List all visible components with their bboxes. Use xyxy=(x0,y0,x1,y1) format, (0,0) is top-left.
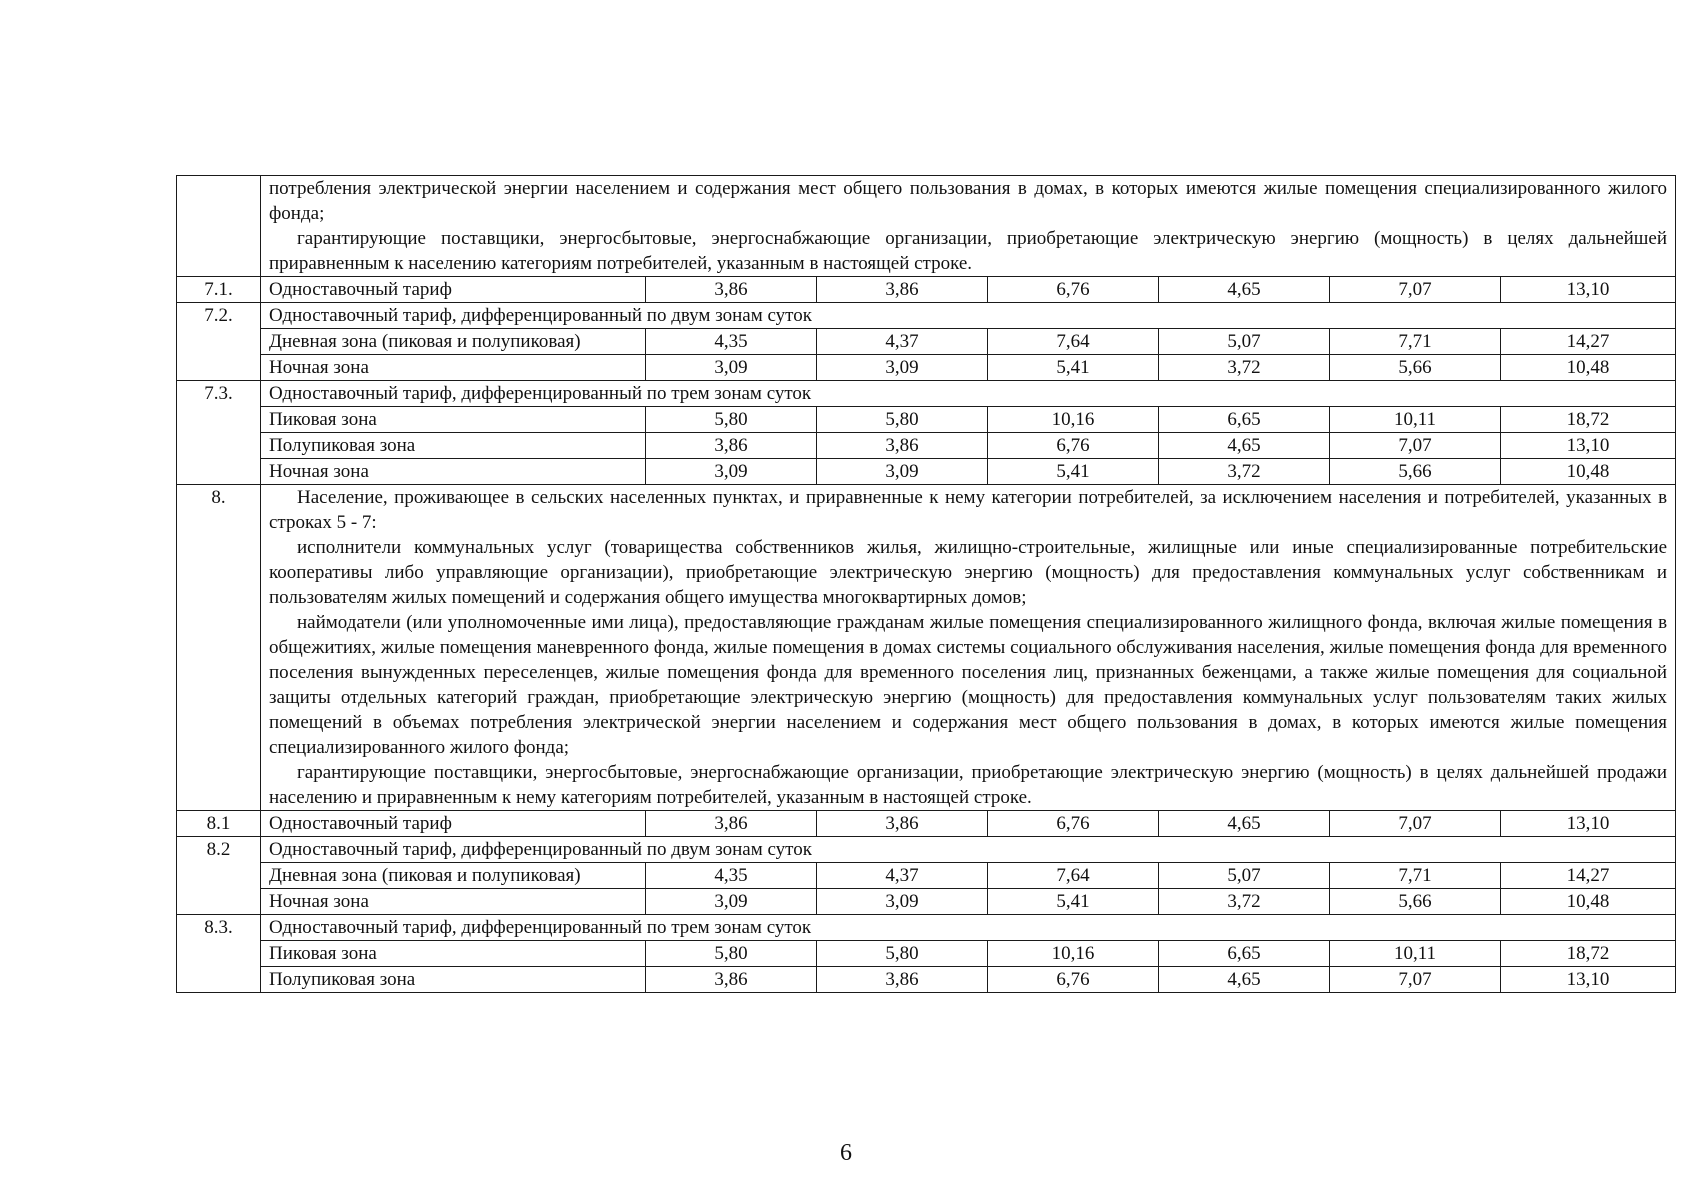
row-label: Пиковая зона xyxy=(261,407,646,433)
tariff-value: 5,41 xyxy=(988,459,1159,485)
row-label: Одноставочный тариф, дифференцированный по трем зонам суток xyxy=(261,381,1676,407)
row-label: Дневная зона (пиковая и полупиковая) xyxy=(261,863,646,889)
tariff-value: 7,07 xyxy=(1330,811,1501,837)
row-number: 8.1 xyxy=(177,811,261,837)
tariff-value: 13,10 xyxy=(1501,811,1676,837)
tariff-value: 3,86 xyxy=(817,967,988,993)
table-row-8 xyxy=(177,485,1676,811)
row-text: Население, проживающее в сельских населенных пунктах, и приравненные к нему категории потребителей, за исключением населения и потребителей, указанных в строках 5 - 7: xyxy=(269,487,1668,533)
row-number: 8. xyxy=(177,485,261,811)
row-label: Ночная зона xyxy=(261,459,646,485)
row-label: Ночная зона xyxy=(261,889,646,915)
table-row-8-3-semi xyxy=(177,967,1676,993)
tariff-value: 3,86 xyxy=(646,967,817,993)
tariff-value: 5,80 xyxy=(646,407,817,433)
tariff-value: 10,48 xyxy=(1501,355,1676,381)
row-number: 7.3. xyxy=(177,381,261,485)
row-label: Пиковая зона xyxy=(261,941,646,967)
table-row-8-2-day xyxy=(177,863,1676,889)
tariff-value: 14,27 xyxy=(1501,329,1676,355)
tariff-value: 3,72 xyxy=(1159,355,1330,381)
table-row-8-3-peak xyxy=(177,941,1676,967)
row-text: потребления электрической энергии населением и содержания мест общего пользования в домах, в которых имеются жилые помещения специализированного жилого фонда; xyxy=(269,178,1668,224)
table-row-7-1 xyxy=(177,277,1676,303)
row-number: 7.2. xyxy=(177,303,261,381)
table-row-7-2-night xyxy=(177,355,1676,381)
tariff-value: 7,07 xyxy=(1330,277,1501,303)
tariff-value: 7,64 xyxy=(988,329,1159,355)
row-label: Одноставочный тариф xyxy=(261,277,646,303)
tariff-value: 3,86 xyxy=(817,277,988,303)
row-text: гарантирующие поставщики, энергосбытовые, энергоснабжающие организации, приобретающие электрическую энергию (мощность) в целях дальнейшей продажи населению и приравненным к нему категориям потребителей, указанным в настоящей строке. xyxy=(269,762,1668,808)
tariff-value: 4,65 xyxy=(1159,277,1330,303)
tariff-value: 7,64 xyxy=(988,863,1159,889)
tariff-value: 5,66 xyxy=(1330,459,1501,485)
tariff-value: 13,10 xyxy=(1501,433,1676,459)
table-row-7-3-semi xyxy=(177,433,1676,459)
tariff-value: 3,72 xyxy=(1159,889,1330,915)
tariff-value: 10,16 xyxy=(988,941,1159,967)
tariff-value: 10,11 xyxy=(1330,941,1501,967)
tariff-value: 14,27 xyxy=(1501,863,1676,889)
tariff-value: 3,86 xyxy=(817,433,988,459)
table-row-7-3-peak xyxy=(177,407,1676,433)
row-label: Одноставочный тариф xyxy=(261,811,646,837)
row-number: 8.3. xyxy=(177,915,261,993)
tariff-value: 6,76 xyxy=(988,811,1159,837)
tariff-value: 3,09 xyxy=(646,459,817,485)
row-label: Полупиковая зона xyxy=(261,967,646,993)
page-number: 6 xyxy=(840,1140,852,1166)
tariff-value: 6,76 xyxy=(988,433,1159,459)
tariff-value: 3,86 xyxy=(817,811,988,837)
tariff-value: 4,65 xyxy=(1159,967,1330,993)
row-number: 7.1. xyxy=(177,277,261,303)
tariff-value: 7,71 xyxy=(1330,863,1501,889)
table-row-7-3 xyxy=(177,381,1676,407)
tariff-value: 5,07 xyxy=(1159,329,1330,355)
row-label: Одноставочный тариф, дифференцированный по двум зонам суток xyxy=(261,303,1676,329)
row-number: 8.2 xyxy=(177,837,261,915)
row-label: Одноставочный тариф, дифференцированный по трем зонам суток xyxy=(261,915,1676,941)
tariff-value: 4,65 xyxy=(1159,811,1330,837)
tariff-value: 5,66 xyxy=(1330,889,1501,915)
tariff-value: 10,48 xyxy=(1501,459,1676,485)
tariff-value: 10,11 xyxy=(1330,407,1501,433)
tariff-value: 3,09 xyxy=(646,355,817,381)
tariff-value: 4,65 xyxy=(1159,433,1330,459)
tariff-value: 6,76 xyxy=(988,277,1159,303)
row-label: Одноставочный тариф, дифференцированный по двум зонам суток xyxy=(261,837,1676,863)
table-row-7-3-night xyxy=(177,459,1676,485)
tariff-value: 5,66 xyxy=(1330,355,1501,381)
table-row-7-2-day xyxy=(177,329,1676,355)
table-row-8-2 xyxy=(177,837,1676,863)
table-row-7-2 xyxy=(177,303,1676,329)
tariff-value: 6,76 xyxy=(988,967,1159,993)
tariff-value: 5,80 xyxy=(817,407,988,433)
tariff-value: 3,86 xyxy=(646,433,817,459)
row-label: Полупиковая зона xyxy=(261,433,646,459)
row-text: наймодатели (или уполномоченные ими лица), предоставляющие гражданам жилые помещения специализированного жилищного фонда, включая жилые помещения в общежитиях, жилые помещения маневренного фонда, жилые помещения в домах системы социального обслуживания населения, жилые помещения фонда для временного поселения вынужденных переселенцев, жилые помещения фонда для временного поселения лиц, признанных беженцами, а также жилые помещения для социальной защиты отдельных категорий граждан, приобретающие электрическую энергию (мощность) для предоставления коммунальных услуг пользователям таких жилых помещений в объемах потребления электрической энергии населением и содержания мест общего пользования в домах, в которых имеются жилые помещения специализированного жилого фонда; xyxy=(269,612,1668,758)
tariff-value: 4,35 xyxy=(646,329,817,355)
tariff-value: 3,86 xyxy=(646,811,817,837)
tariff-value: 18,72 xyxy=(1501,407,1676,433)
table-row-8-2-night xyxy=(177,889,1676,915)
tariff-value: 7,07 xyxy=(1330,967,1501,993)
tariff-value: 5,07 xyxy=(1159,863,1330,889)
row-label: Ночная зона xyxy=(261,355,646,381)
tariff-table xyxy=(176,175,1676,993)
tariff-value: 5,41 xyxy=(988,355,1159,381)
tariff-value: 3,09 xyxy=(646,889,817,915)
tariff-value: 7,07 xyxy=(1330,433,1501,459)
tariff-value: 5,80 xyxy=(646,941,817,967)
table-row-continued xyxy=(177,176,1676,277)
tariff-value: 7,71 xyxy=(1330,329,1501,355)
table-row-8-1 xyxy=(177,811,1676,837)
tariff-value: 13,10 xyxy=(1501,967,1676,993)
row-text: гарантирующие поставщики, энергосбытовые, энергоснабжающие организации, приобретающие электрическую энергию (мощность) в целях дальнейшей приравненным к населению категориям потребителей, указанным в настоящей строке. xyxy=(269,228,1668,274)
tariff-value: 6,65 xyxy=(1159,941,1330,967)
tariff-value: 4,37 xyxy=(817,863,988,889)
tariff-value: 6,65 xyxy=(1159,407,1330,433)
tariff-value: 3,09 xyxy=(817,889,988,915)
tariff-value: 4,35 xyxy=(646,863,817,889)
tariff-value: 3,09 xyxy=(817,355,988,381)
table-row-8-3 xyxy=(177,915,1676,941)
tariff-value: 3,72 xyxy=(1159,459,1330,485)
tariff-value: 13,10 xyxy=(1501,277,1676,303)
tariff-value: 4,37 xyxy=(817,329,988,355)
tariff-value: 3,86 xyxy=(646,277,817,303)
row-label: Дневная зона (пиковая и полупиковая) xyxy=(261,329,646,355)
tariff-value: 3,09 xyxy=(817,459,988,485)
tariff-value: 10,48 xyxy=(1501,889,1676,915)
tariff-value: 5,41 xyxy=(988,889,1159,915)
tariff-value: 10,16 xyxy=(988,407,1159,433)
row-text: исполнители коммунальных услуг (товарищества собственников жилья, жилищно-строительные, жилищные или иные специализированные потребительские кооперативы либо управляющие организации), приобретающие электрическую энергию (мощность) для предоставления коммунальных услуг собственникам и пользователям жилых помещений и содержания общего имущества многоквартирных домов; xyxy=(269,537,1668,608)
tariff-value: 5,80 xyxy=(817,941,988,967)
tariff-value: 18,72 xyxy=(1501,941,1676,967)
